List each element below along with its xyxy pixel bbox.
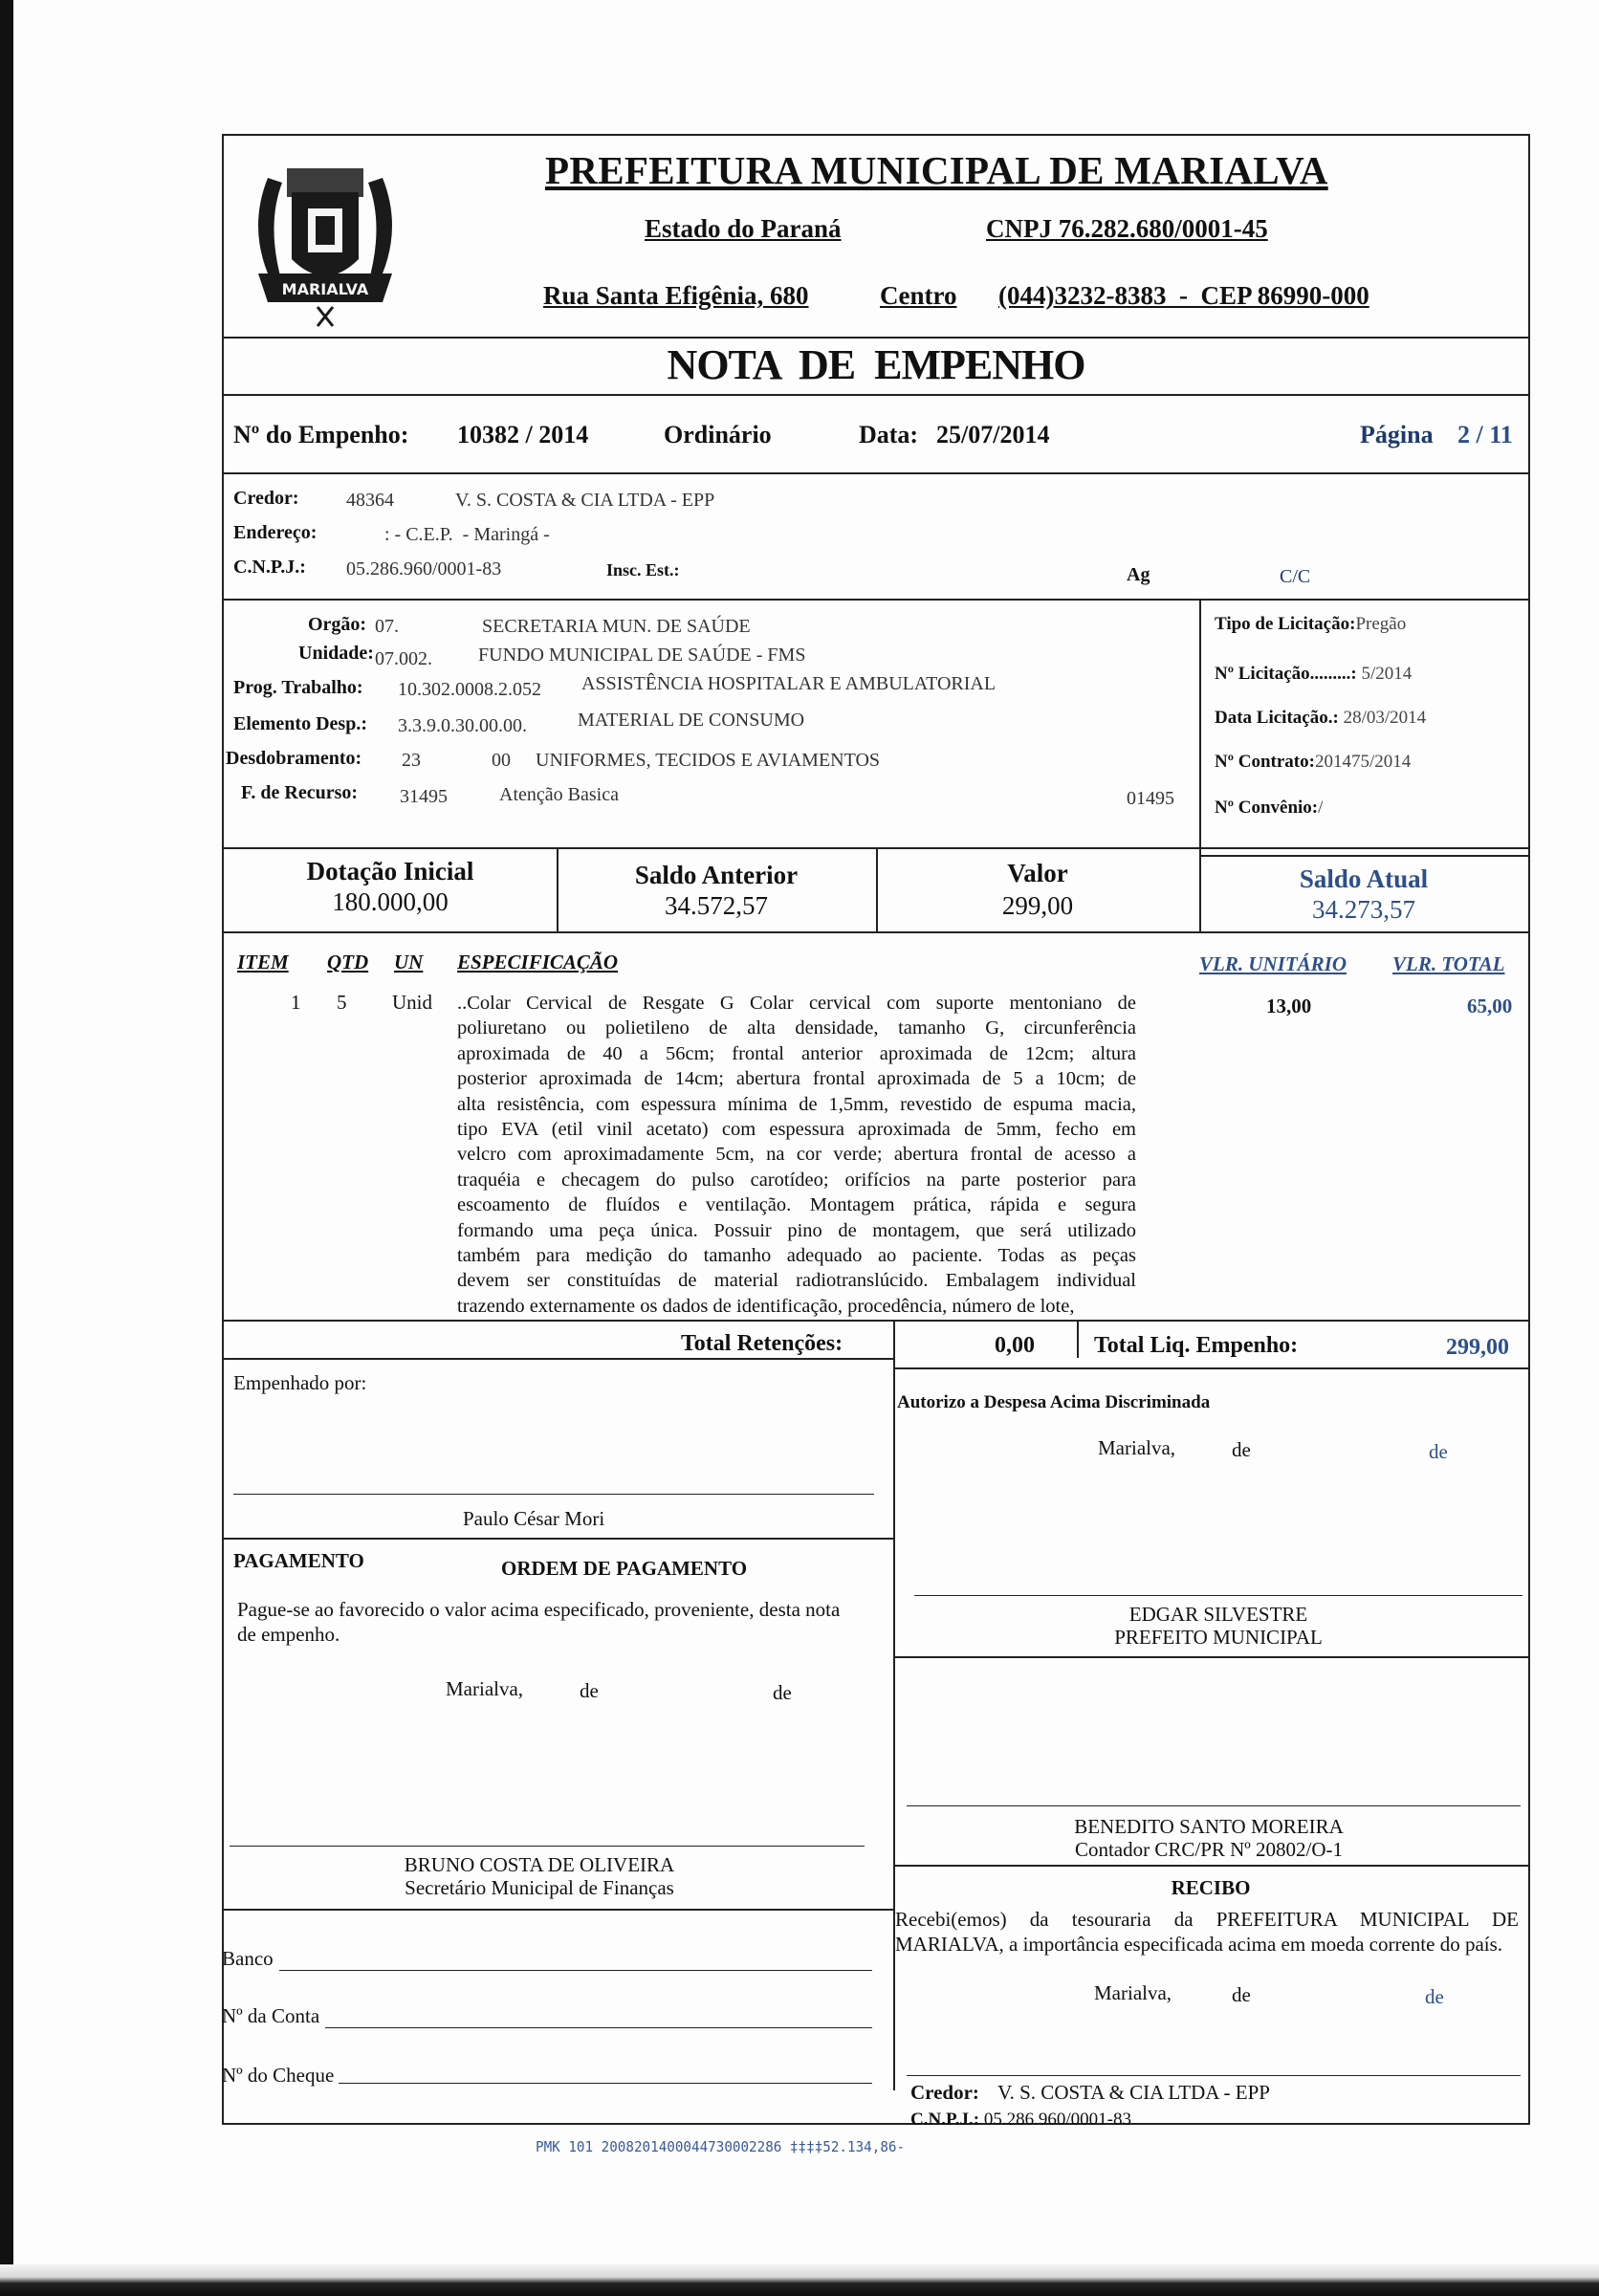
saldo-atual-value: 34.273,57 bbox=[1312, 895, 1415, 924]
empenhado-por-name: Paulo César Mori bbox=[463, 1507, 605, 1530]
spec-line: posterior aproximada de 14cm; abertura frontal aproximada de 5 a 10cm; de bbox=[457, 1068, 1136, 1090]
spec-line: trazendo externamente os dados de identificação, procedência, número de lote, bbox=[457, 1295, 1075, 1317]
numero-cheque-label: Nº do Cheque bbox=[222, 2064, 335, 2087]
retencoes-value: 0,00 bbox=[995, 1333, 1035, 1358]
autorizo-city: Marialva, bbox=[1098, 1436, 1176, 1459]
pagamento-de-2: de bbox=[773, 1681, 792, 1704]
pagamento-city: Marialva, bbox=[446, 1677, 524, 1700]
seal-text: MARIALVA bbox=[281, 280, 369, 298]
state-name: Estado do Paraná bbox=[645, 214, 842, 243]
desdobramento-code-1: 23 bbox=[402, 750, 421, 771]
orgao-label: Orgão: bbox=[308, 614, 367, 635]
numero-conta-field[interactable] bbox=[325, 2027, 872, 2028]
col-item: ITEM bbox=[237, 951, 289, 973]
spec-line: ..Colar Cervical de Resgate G Colar cervical com suporte mentoniano de bbox=[457, 993, 1136, 1014]
autorizo-de-2: de bbox=[1429, 1440, 1448, 1463]
recibo-city: Marialva, bbox=[1094, 1981, 1172, 2004]
data-licitacao bbox=[1215, 708, 1426, 729]
spec-line: poliuretano ou polietileno de alta densidade, tamanho G, circunferência bbox=[457, 1017, 1136, 1039]
contador-name: BENEDITO SANTO MOREIRA bbox=[1074, 1815, 1344, 1838]
orgao-code: 07. bbox=[375, 616, 399, 637]
empenhado-por-label: Empenhado por: bbox=[233, 1371, 367, 1394]
total-liquido-value: 299,00 bbox=[1446, 1335, 1509, 1360]
numero-contrato-label: Nº Contrato: bbox=[1215, 752, 1315, 772]
empenho-number: 10382 / 2014 bbox=[457, 421, 589, 448]
numero-licitacao-label: Nº Licitação.........: bbox=[1215, 664, 1357, 684]
recurso-name: Atenção Basica bbox=[499, 784, 619, 805]
contador-title: Contador CRC/PR Nº 20802/O-1 bbox=[1074, 1838, 1344, 1861]
retencoes-label: Total Retenções: bbox=[681, 1331, 843, 1356]
col-vlr-unitario: VLR. UNITÁRIO bbox=[1199, 952, 1347, 975]
item-specification bbox=[457, 991, 1136, 1319]
numero-convenio-value: / bbox=[1318, 798, 1324, 818]
data-licitacao-label: Data Licitação.: bbox=[1215, 708, 1339, 728]
page-label: Página bbox=[1360, 421, 1434, 448]
insc-est-label: Insc. Est.: bbox=[606, 560, 680, 579]
spec-line: traquéia e checagem do pulso carotídeo; orifícios na parte posterior para bbox=[457, 1169, 1136, 1191]
prog-trabalho-code: 10.302.0008.2.052 bbox=[398, 679, 541, 700]
banco-label: Banco bbox=[222, 1947, 274, 1970]
phone-cep: (044)3232-8383 - CEP 86990-000 bbox=[998, 281, 1369, 310]
item-qtd: 5 bbox=[337, 991, 347, 1014]
total-liquido-label: Total Liq. Empenho: bbox=[1094, 1333, 1299, 1358]
municipality-cnpj: CNPJ 76.282.680/0001-45 bbox=[986, 214, 1268, 243]
cnpj-label: C.N.P.J.: bbox=[233, 557, 306, 578]
spec-line: escoamento de fluídos e ventilação. Montagem prática, rápida e segura bbox=[457, 1194, 1136, 1216]
recibo-credor-name: V. S. COSTA & CIA LTDA - EPP bbox=[997, 2081, 1270, 2104]
spec-line: formando uma peça única. Possuir pino de montagem, que será utilizado bbox=[457, 1219, 1136, 1241]
nota-de-empenho-form bbox=[222, 134, 1530, 2130]
credor-name: V. S. COSTA & CIA LTDA - EPP bbox=[455, 490, 715, 511]
item-un: Unid bbox=[392, 991, 432, 1014]
data-licitacao-value: 28/03/2014 bbox=[1343, 708, 1427, 728]
credor-label: Credor: bbox=[233, 488, 299, 509]
bank-authentication-stamp: PMK 101 2008201400044730002286 ‡‡‡‡52.134,86- bbox=[536, 2138, 906, 2155]
numero-contrato bbox=[1215, 752, 1411, 773]
tipo-licitacao-value: Pregão bbox=[1355, 614, 1407, 634]
ordem-pagamento-label: ORDEM DE PAGAMENTO bbox=[501, 1557, 748, 1580]
col-vlr-total: VLR. TOTAL bbox=[1392, 952, 1505, 975]
recibo-label: RECIBO bbox=[1171, 1876, 1251, 1899]
recibo-cnpj-label: C.N.P.J.: bbox=[910, 2110, 980, 2130]
address-value: : - C.E.P. - Maringá - bbox=[384, 524, 550, 545]
pagamento-label: PAGAMENTO bbox=[233, 1549, 364, 1572]
prog-trabalho-name: ASSISTÊNCIA HOSPITALAR E AMBULATORIAL bbox=[581, 673, 997, 694]
spec-line: alta resistência, com espessura mínima de 1,5mm, revestido de espuma macia, bbox=[457, 1093, 1136, 1115]
elemento-desp-code: 3.3.9.0.30.00.00. bbox=[398, 715, 527, 736]
numero-licitacao bbox=[1215, 664, 1412, 685]
recibo-cnpj bbox=[910, 2110, 1131, 2131]
item-number: 1 bbox=[291, 991, 301, 1014]
district: Centro bbox=[880, 281, 957, 310]
desdobramento-label: Desdobramento: bbox=[226, 748, 362, 769]
spec-line: aproximada de 40 a 56cm; frontal anterior aproximada de 12cm; altura bbox=[457, 1042, 1136, 1064]
saldo-atual-label: Saldo Atual bbox=[1299, 864, 1429, 893]
unidade-code: 07.002. bbox=[375, 648, 432, 669]
prefeito-name: EDGAR SILVESTRE bbox=[1128, 1603, 1308, 1626]
numero-licitacao-value: 5/2014 bbox=[1361, 664, 1413, 684]
empenho-date: 25/07/2014 bbox=[936, 421, 1050, 448]
item-total-value: 65,00 bbox=[1467, 995, 1513, 1017]
numero-contrato-value: 201475/2014 bbox=[1314, 752, 1412, 772]
dotacao-inicial-label: Dotação Inicial bbox=[306, 857, 474, 886]
numero-convenio-label: Nº Convênio: bbox=[1215, 798, 1319, 818]
unidade-label: Unidade: bbox=[298, 643, 374, 664]
dotacao-inicial-value: 180.000,00 bbox=[332, 887, 449, 916]
recibo-text: Recebi(emos) da tesouraria da PREFEITURA MUNICIPAL DE MARIALVA, a importância especificada acima em moeda corrente do país. bbox=[895, 1908, 1519, 1956]
secretario-name: BRUNO COSTA DE OLIVEIRA bbox=[404, 1853, 675, 1876]
numero-convenio bbox=[1215, 798, 1323, 819]
scan-edge-left bbox=[0, 0, 13, 2296]
orgao-name: SECRETARIA MUN. DE SAÚDE bbox=[482, 616, 751, 637]
empenho-number-label: Nº do Empenho: bbox=[233, 421, 409, 448]
cc-label: C/C bbox=[1280, 566, 1311, 587]
address-label: Endereço: bbox=[233, 522, 318, 543]
tipo-licitacao-label: Tipo de Licitação: bbox=[1215, 614, 1356, 634]
prefeito-title: PREFEITO MUNICIPAL bbox=[1114, 1626, 1323, 1649]
recibo-de-2: de bbox=[1425, 1985, 1444, 2008]
municipality-title: PREFEITURA MUNICIPAL DE MARIALVA bbox=[545, 148, 1328, 192]
autorizo-label: Autorizo a Despesa Acima Discriminada bbox=[897, 1392, 1211, 1412]
recibo-de-1: de bbox=[1232, 1983, 1251, 2006]
ag-label: Ag bbox=[1127, 564, 1150, 585]
col-especificacao: ESPECIFICAÇÃO bbox=[457, 951, 619, 973]
recurso-label: F. de Recurso: bbox=[241, 782, 359, 803]
autorizo-de-1: de bbox=[1232, 1438, 1251, 1461]
numero-cheque-field[interactable] bbox=[339, 2083, 872, 2084]
pagamento-de-1: de bbox=[580, 1679, 599, 1702]
elemento-desp-label: Elemento Desp.: bbox=[233, 713, 367, 734]
numero-conta-label: Nº da Conta bbox=[222, 2004, 320, 2027]
banco-field[interactable] bbox=[279, 1970, 872, 1971]
desdobramento-code-2: 00 bbox=[492, 750, 511, 771]
scan-edge-bottom bbox=[0, 2264, 1599, 2296]
item-unit-value: 13,00 bbox=[1266, 995, 1312, 1017]
recurso-code: 31495 bbox=[400, 786, 448, 807]
pague-se-text: Pague-se ao favorecido o valor acima especificado, proveniente, desta nota de empenho. bbox=[237, 1598, 841, 1646]
document-title: NOTA DE EMPENHO bbox=[667, 341, 1085, 388]
recibo-credor bbox=[910, 2081, 1270, 2105]
street-address: Rua Santa Efigênia, 680 bbox=[543, 281, 809, 310]
saldo-anterior-value: 34.572,57 bbox=[665, 891, 768, 920]
saldo-anterior-label: Saldo Anterior bbox=[634, 861, 799, 889]
spec-line: devem ser constituídas de material radiotranslúcido. Embalagem individual bbox=[457, 1270, 1136, 1292]
valor-value: 299,00 bbox=[1001, 891, 1074, 920]
page-number: 2 / 11 bbox=[1457, 421, 1513, 448]
recibo-cnpj-value: 05.286.960/0001-83 bbox=[983, 2110, 1131, 2130]
empenho-type: Ordinário bbox=[664, 421, 772, 448]
col-qtd: QTD bbox=[327, 951, 369, 973]
tipo-licitacao bbox=[1215, 614, 1406, 635]
cnpj-value: 05.286.960/0001-83 bbox=[346, 558, 502, 579]
credor-code: 48364 bbox=[346, 490, 394, 511]
desdobramento-name: UNIFORMES, TECIDOS E AVIAMENTOS bbox=[536, 750, 881, 771]
valor-label: Valor bbox=[1007, 859, 1068, 887]
prog-trabalho-label: Prog. Trabalho: bbox=[233, 677, 363, 698]
spec-line: velcro com aproximadamente 5cm, na cor verde; abertura frontal de acesso a bbox=[457, 1144, 1136, 1166]
elemento-desp-name: MATERIAL DE CONSUMO bbox=[578, 710, 805, 731]
empenho-date-label: Data: bbox=[859, 421, 919, 448]
spec-line: tipo EVA (etil vinil acetato) com espessura aproximada de 5mm, fecho em bbox=[457, 1119, 1136, 1141]
col-un: UN bbox=[394, 951, 424, 973]
municipal-seal-logo bbox=[230, 140, 421, 331]
recibo-credor-label: Credor: bbox=[910, 2081, 979, 2104]
recurso-extra-code: 01495 bbox=[1127, 788, 1174, 809]
spec-line: também para medição do tamanho adequado ao paciente. Todas as peças bbox=[457, 1245, 1136, 1267]
unidade-name: FUNDO MUNICIPAL DE SAÚDE - FMS bbox=[478, 645, 806, 666]
secretario-title: Secretário Municipal de Finanças bbox=[405, 1876, 674, 1899]
